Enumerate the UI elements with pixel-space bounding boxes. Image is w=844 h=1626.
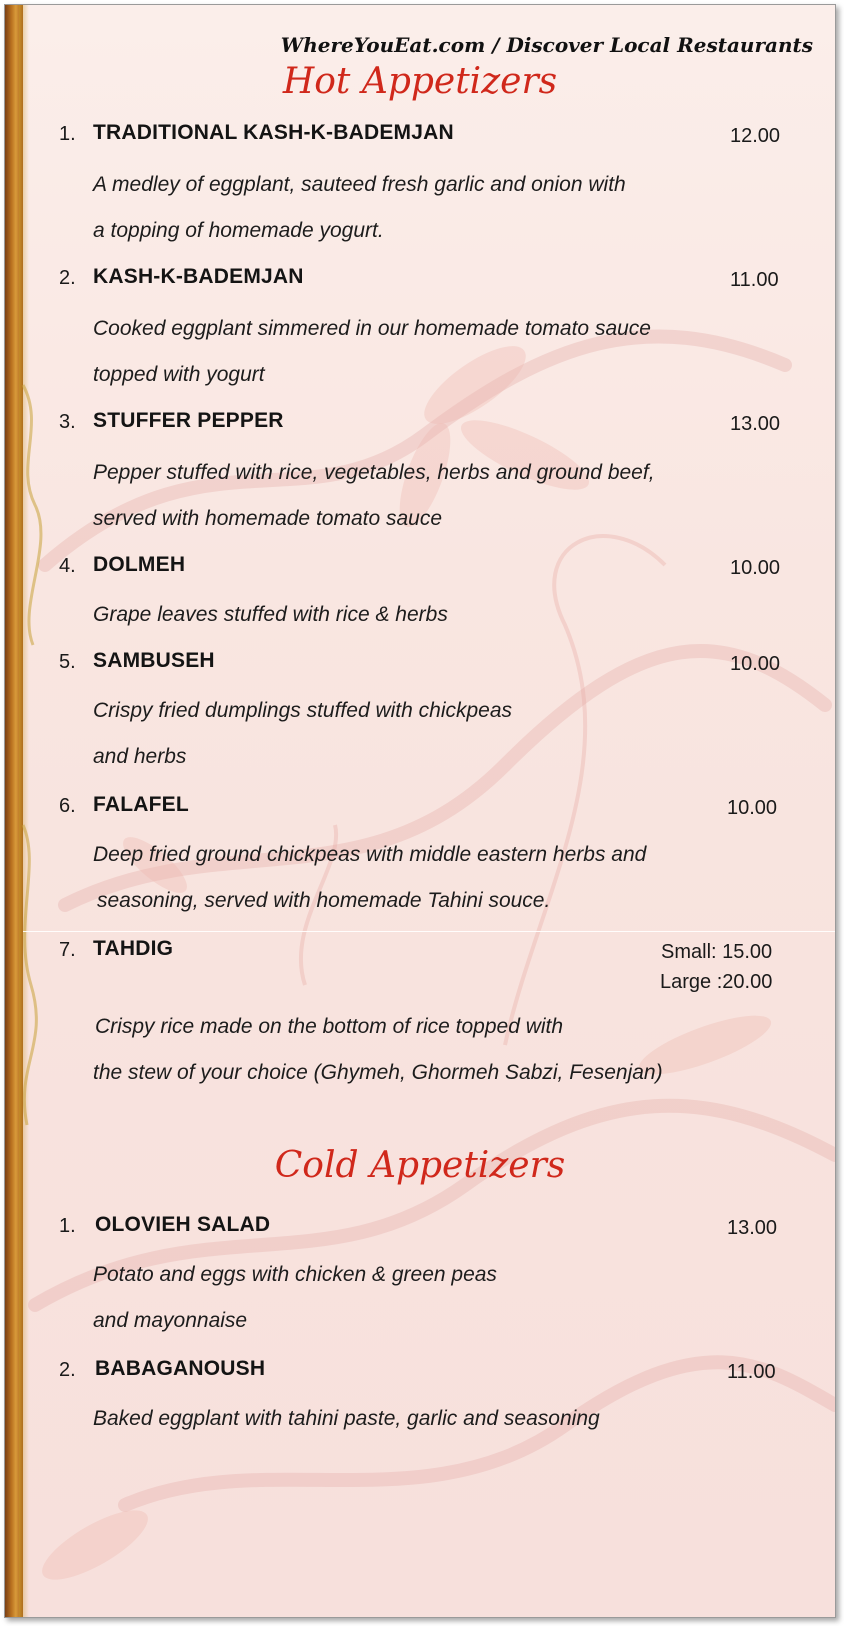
item-name: STUFFER PEPPER xyxy=(93,409,284,432)
item-description: seasoning, served with homemade Tahini souce. xyxy=(97,889,551,912)
item-description: served with homemade tomato sauce xyxy=(93,507,443,530)
item-price: 10.00 xyxy=(727,797,778,819)
item-description: and mayonnaise xyxy=(93,1309,248,1332)
item-number: 7. xyxy=(59,939,76,961)
item-description: a topping of homemade yogurt. xyxy=(93,219,384,242)
item-price: 10.00 xyxy=(730,653,781,675)
hot-appetizers-title: Hot Appetizers xyxy=(282,61,558,102)
cold-appetizers-title: Cold Appetizers xyxy=(274,1145,566,1186)
item-name: DOLMEH xyxy=(93,553,186,576)
item-description: and herbs xyxy=(93,745,187,768)
item-number: 4. xyxy=(59,555,76,577)
item-name: TAHDIG xyxy=(93,937,174,960)
item-description: the stew of your choice (Ghymeh, Ghormeh Sabzi, Fesenjan) xyxy=(93,1061,663,1084)
section-divider xyxy=(23,931,835,932)
item-number: 2. xyxy=(59,1359,76,1381)
item-name: BABAGANOUSH xyxy=(95,1357,266,1380)
item-number: 6. xyxy=(59,795,76,817)
item-price: 11.00 xyxy=(727,1361,776,1383)
item-description: Pepper stuffed with rice, vegetables, herbs and ground beef, xyxy=(93,461,655,484)
site-banner: WhereYouEat.com / Discover Local Restaurants xyxy=(280,33,813,57)
item-description: Grape leaves stuffed with rice & herbs xyxy=(93,603,448,626)
item-price: 10.00 xyxy=(730,557,781,579)
item-price: 13.00 xyxy=(727,1217,778,1239)
item-description: Potato and eggs with chicken & green peas xyxy=(93,1263,497,1286)
item-description: Deep fried ground chickpeas with middle eastern herbs and xyxy=(93,843,647,866)
item-price-large: Large :20.00 xyxy=(660,971,773,993)
item-description: topped with yogurt xyxy=(93,363,265,386)
item-name: FALAFEL xyxy=(93,793,189,816)
item-description: Cooked eggplant simmered in our homemade tomato sauce xyxy=(93,317,651,340)
item-description: Baked eggplant with tahini paste, garlic and seasoning xyxy=(93,1407,600,1430)
item-name: SAMBUSEH xyxy=(93,649,215,672)
item-price: 12.00 xyxy=(730,125,781,147)
item-description: Crispy fried dumplings stuffed with chickpeas xyxy=(93,699,513,722)
item-number: 5. xyxy=(59,651,76,673)
item-price-small: Small: 15.00 xyxy=(661,941,773,963)
item-number: 1. xyxy=(59,123,76,145)
item-name: KASH-K-BADEMJAN xyxy=(93,265,304,288)
item-number: 2. xyxy=(59,267,76,289)
item-price: 11.00 xyxy=(730,269,779,291)
item-description: Crispy rice made on the bottom of rice topped with xyxy=(95,1015,564,1038)
item-description: A medley of eggplant, sauteed fresh garlic and onion with xyxy=(93,173,626,196)
item-price: 13.00 xyxy=(730,413,781,435)
item-name: OLOVIEH SALAD xyxy=(95,1213,271,1236)
menu-binding-spine xyxy=(5,5,23,1617)
item-name: TRADITIONAL KASH-K-BADEMJAN xyxy=(93,121,454,144)
menu-page xyxy=(4,4,836,1618)
item-number: 1. xyxy=(59,1215,76,1237)
item-number: 3. xyxy=(59,411,76,433)
